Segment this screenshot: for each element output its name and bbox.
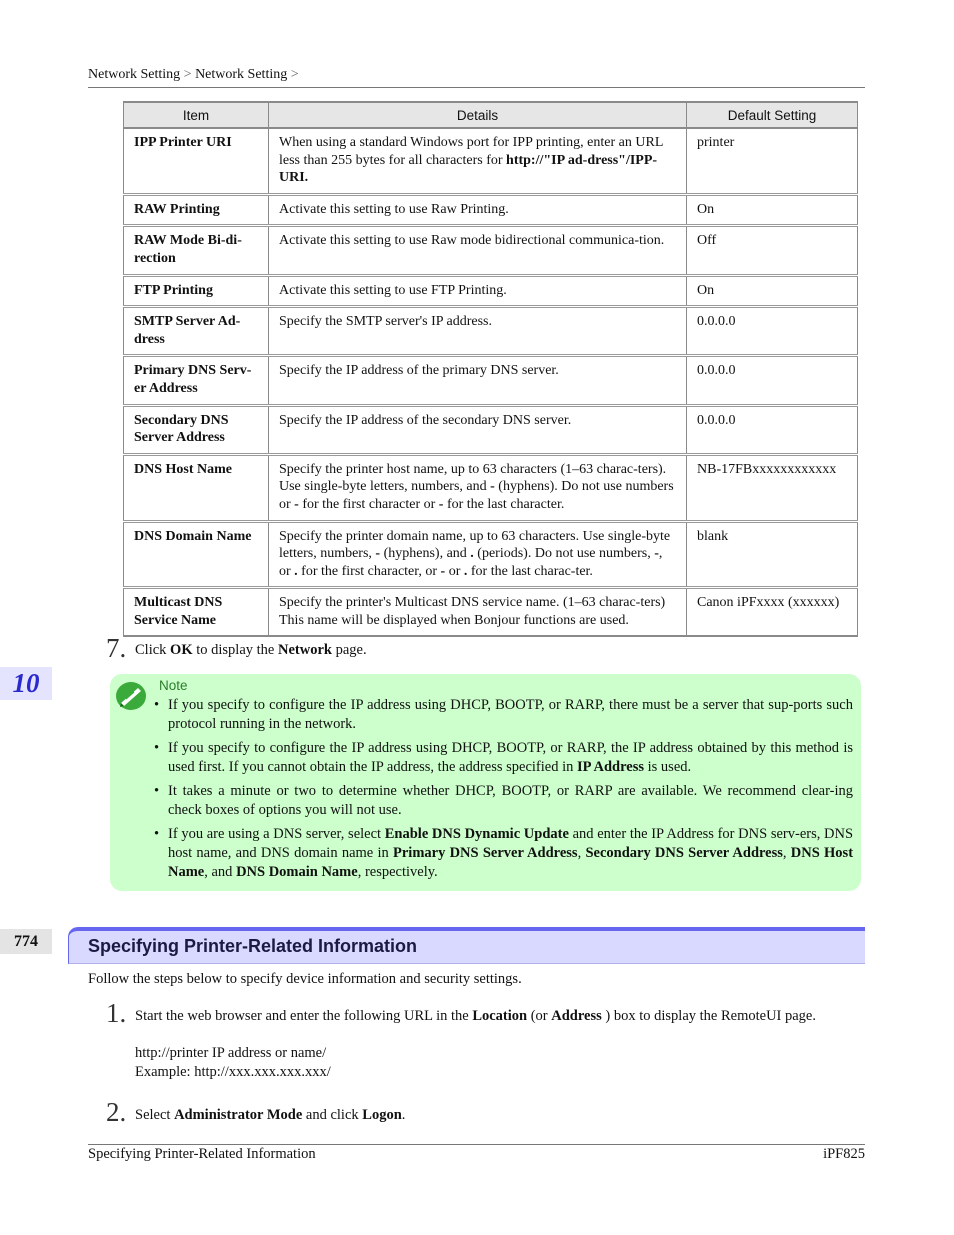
breadcrumb-item[interactable]: Network Setting (195, 67, 288, 82)
settings-table (123, 101, 858, 637)
note-list (152, 696, 853, 887)
header-rule (88, 87, 865, 88)
step-number: 1. (106, 998, 127, 1028)
list-item: • If you specify to configure the IP address using DHCP, BOOTP, or RARP, there must be a server that sup-ports such protocol running in the network. (152, 696, 853, 734)
step-number: 7. (106, 633, 127, 663)
item-cell: Secondary DNS Server Address (124, 405, 269, 454)
chapter-tab[interactable]: 10 (0, 667, 52, 700)
table-row (124, 307, 858, 356)
details-text: When using a standard Windows port for IPP printing, enter an URL less than 255 bytes for all characters for (279, 135, 663, 168)
page-number: 774 (0, 929, 52, 954)
table-row (124, 194, 858, 226)
url-example-text: Example: http://xxx.xxx.xxx.xxx/ (135, 1064, 331, 1080)
table-row (124, 405, 858, 454)
details-cell: Specify the SMTP server's IP address. (269, 307, 687, 356)
details-cell (269, 128, 687, 194)
table-row (124, 275, 858, 307)
step-number: 2. (106, 1097, 127, 1127)
details-cell: Activate this setting to use Raw mode bidirectional communica-tion. (269, 226, 687, 275)
item-cell: Multicast DNS Service Name (124, 588, 269, 637)
details-cell: Activate this setting to use Raw Printing. (269, 194, 687, 226)
breadcrumb-separator: > (183, 67, 192, 82)
section-intro: Follow the steps below to specify device information and security settings. (88, 971, 522, 987)
table-row (124, 588, 858, 637)
table-header-row (124, 102, 858, 128)
table-row (124, 454, 858, 521)
default-cell: Canon iPFxxxx (xxxxxx) (687, 588, 858, 637)
default-cell: Off (687, 226, 858, 275)
step-2-text: Select Administrator Mode and click Logon. (135, 1107, 406, 1123)
step-7-text: Click OK to display the Network page. (135, 642, 367, 658)
footer-section-title[interactable]: Specifying Printer-Related Information (88, 1146, 316, 1162)
list-item: • If you specify to configure the IP address using DHCP, BOOTP, or RARP, the IP address obtained by this method is used first. If you cannot obtain the IP address, the address specified in IP Address is used. (152, 739, 853, 777)
item-cell: FTP Printing (124, 275, 269, 307)
item-cell: RAW Mode Bi-di-rection (124, 226, 269, 275)
pencil-note-icon (114, 679, 148, 713)
column-header-default: Default Setting (687, 102, 858, 128)
url-format-text: http://printer IP address or name/ (135, 1045, 327, 1061)
item-cell: SMTP Server Ad-dress (124, 307, 269, 356)
item-cell: IPP Printer URI (124, 128, 269, 194)
details-cell: Specify the IP address of the primary DNS server. (269, 356, 687, 405)
default-cell: On (687, 194, 858, 226)
breadcrumb (88, 67, 299, 83)
default-cell: 0.0.0.0 (687, 307, 858, 356)
step-1-text: Start the web browser and enter the following URL in the Location (or Address ) box to display the RemoteUI page. (135, 1008, 816, 1024)
column-header-item: Item (124, 102, 269, 128)
item-cell: Primary DNS Serv-er Address (124, 356, 269, 405)
table-row (124, 356, 858, 405)
default-cell: printer (687, 128, 858, 194)
item-cell: DNS Host Name (124, 454, 269, 521)
list-item: • If you are using a DNS server, select Enable DNS Dynamic Update and enter the IP Address for DNS serv-ers, DNS host name, and DNS domain name in Primary DNS Server Address, Secondary DNS Server Address, DNS Host Name, and DNS Domain Name, respectively. (152, 825, 853, 882)
details-cell: Specify the printer domain name, up to 63 characters. Use single-byte letters, numbers, - (hyphens), and . (periods). Do not use numbers, -, or . for the first character, or - or . for the last charac-ter. (269, 521, 687, 588)
details-cell: Specify the printer host name, up to 63 characters (1–63 charac-ters). Use single-byte letters, numbers, and - (hyphens). Do not use numbers or - for the first character or - for the last character. (269, 454, 687, 521)
footer-model-name: iPF825 (823, 1146, 865, 1162)
details-cell: Specify the IP address of the secondary DNS server. (269, 405, 687, 454)
item-cell: RAW Printing (124, 194, 269, 226)
default-cell: blank (687, 521, 858, 588)
breadcrumb-item[interactable]: Network Setting (88, 67, 181, 82)
details-bold-text: http://"IP ad-dress"/IPP-URI. (279, 152, 658, 186)
default-cell: 0.0.0.0 (687, 356, 858, 405)
section-title: Specifying Printer-Related Information (88, 936, 418, 956)
item-cell: DNS Domain Name (124, 521, 269, 588)
column-header-details: Details (269, 102, 687, 128)
default-cell: On (687, 275, 858, 307)
details-cell: Specify the printer's Multicast DNS service name. (1–63 charac-ters) This name will be displayed when Bonjour functions are used. (269, 588, 687, 637)
list-item: • It takes a minute or two to determine whether DHCP, BOOTP, or RARP are available. We recommend clear-ing check boxes of options you will not use. (152, 782, 853, 820)
note-label: Note (159, 678, 188, 693)
default-cell: NB-17FBxxxxxxxxxxxx (687, 454, 858, 521)
table-row (124, 128, 858, 194)
breadcrumb-separator: > (290, 67, 299, 82)
details-cell: Activate this setting to use FTP Printing. (269, 275, 687, 307)
table-row (124, 226, 858, 275)
table-row (124, 521, 858, 588)
default-cell: 0.0.0.0 (687, 405, 858, 454)
footer-rule (88, 1144, 865, 1145)
